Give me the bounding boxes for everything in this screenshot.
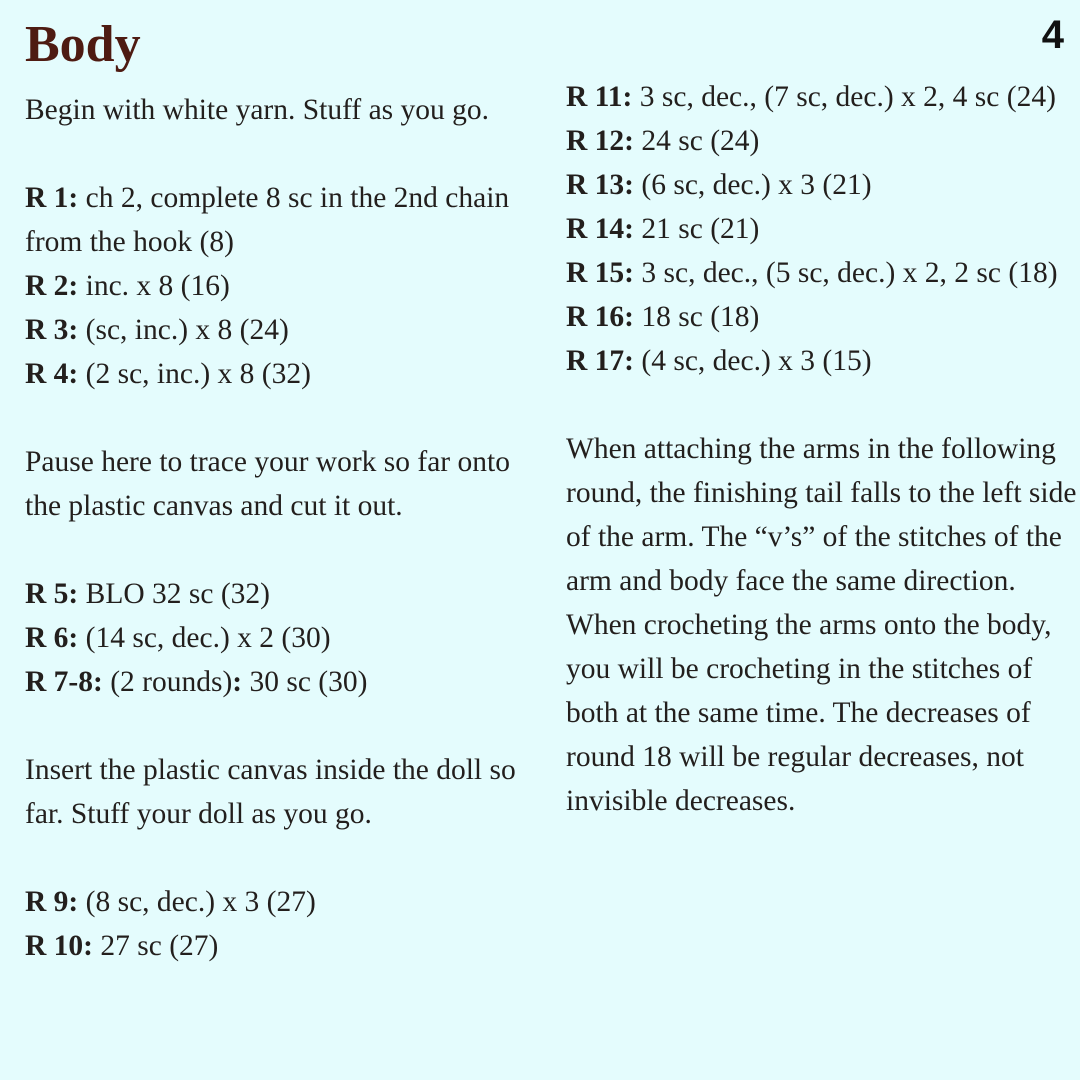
round-instruction: 21 sc (21): [634, 213, 760, 245]
round-instruction: inc. x 8 (16): [78, 270, 230, 302]
page-number: 4: [1041, 13, 1064, 57]
intro-paragraph: Begin with white yarn. Stuff as you go.: [25, 94, 490, 126]
round-label: R 13:: [566, 169, 635, 201]
pause-note: Pause here to trace your work so far onto the plastic canvas and cut it out.: [25, 446, 510, 522]
round-instruction: (6 sc, dec.) x 3 (21): [634, 169, 872, 201]
round-14: [566, 207, 1080, 251]
round-instruction: (2 rounds): [102, 666, 233, 698]
round-instruction: 3 sc, dec., (5 sc, dec.) x 2, 2 sc (18): [634, 257, 1058, 289]
round-instruction: (sc, inc.) x 8 (24): [78, 314, 289, 346]
page-title: Body: [25, 16, 141, 73]
round-12: [566, 119, 1080, 163]
round-1: [25, 176, 545, 264]
round-label: R 6:: [25, 622, 79, 654]
round-2: [25, 264, 545, 308]
right-column: [566, 75, 1080, 823]
round-5: [25, 572, 545, 616]
round-instruction: 3 sc, dec., (7 sc, dec.) x 2, 4 sc (24): [632, 81, 1056, 113]
round-9: [25, 880, 545, 924]
left-column: [25, 88, 545, 968]
round-13: [566, 163, 1080, 207]
round-label: R 3:: [25, 314, 79, 346]
round-instruction: (8 sc, dec.) x 3 (27): [78, 886, 316, 918]
round-6: [25, 616, 545, 660]
round-label: R 17:: [566, 345, 635, 377]
round-label: R 2:: [25, 270, 79, 302]
round-instruction: (4 sc, dec.) x 3 (15): [634, 345, 872, 377]
round-instruction: 30 sc (30): [242, 666, 368, 698]
round-instruction: ch 2, complete 8 sc in the 2nd chain from the hook (8): [25, 182, 510, 258]
round-label: R 11:: [566, 81, 633, 113]
round-instruction: 27 sc (27): [93, 930, 219, 962]
round-instruction: 24 sc (24): [634, 125, 760, 157]
round-instruction: BLO 32 sc (32): [78, 578, 270, 610]
round-label: R 10:: [25, 930, 94, 962]
round-label: R 14:: [566, 213, 635, 245]
round-label: R 7-8:: [25, 666, 103, 698]
round-16: [566, 295, 1080, 339]
round-label: R 4:: [25, 358, 79, 390]
round-7-8: [25, 660, 545, 704]
round-10: [25, 924, 545, 968]
round-colon: :: [232, 666, 243, 698]
insert-note: Insert the plastic canvas inside the doll so far. Stuff your doll as you go.: [25, 754, 516, 830]
round-label: R 16:: [566, 301, 635, 333]
round-label: R 12:: [566, 125, 635, 157]
round-17: [566, 339, 1080, 383]
round-4: [25, 352, 545, 396]
round-instruction: (2 sc, inc.) x 8 (32): [78, 358, 311, 390]
round-instruction: (14 sc, dec.) x 2 (30): [78, 622, 331, 654]
round-3: [25, 308, 545, 352]
arms-note: When attaching the arms in the following round, the finishing tail falls to the left side of the arm. The “v’s” of the stitches of the arm and body face the same direction. When crocheting the arms onto the body, you will be crocheting in the stitches of both at the same time. The decreases of round 18 will be regular decreases, not invisible decreases.: [566, 433, 1077, 817]
round-label: R 1:: [25, 182, 79, 214]
round-11: [566, 75, 1080, 119]
round-15: [566, 251, 1080, 295]
round-label: R 5:: [25, 578, 79, 610]
round-label: R 15:: [566, 257, 635, 289]
round-instruction: 18 sc (18): [634, 301, 760, 333]
round-label: R 9:: [25, 886, 79, 918]
